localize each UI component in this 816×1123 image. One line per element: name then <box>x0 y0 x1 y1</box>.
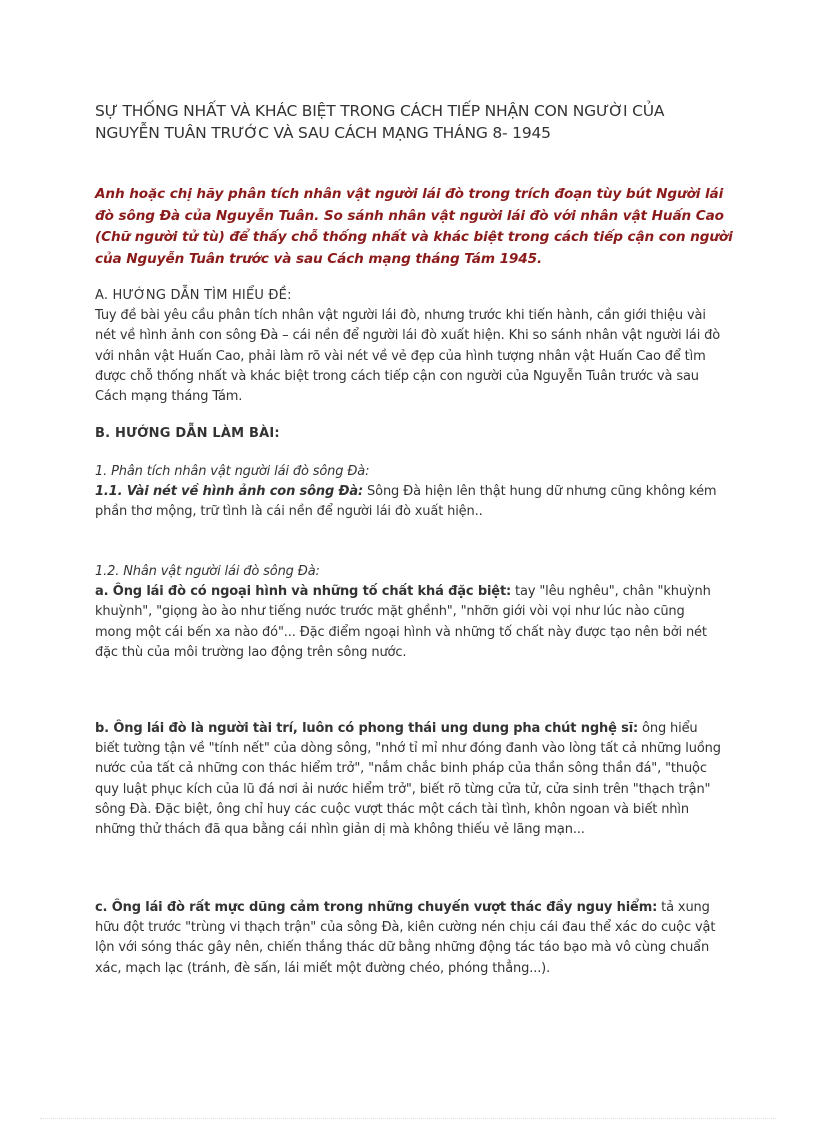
title-line-1: SỰ THỐNG NHẤT VÀ KHÁC BIỆT TRONG CÁCH TIẾP NHẬN CON NGƯỜI CỦA <box>95 102 665 120</box>
footer-divider <box>40 1118 776 1119</box>
point-c-body: tả xung hữu đột trước "trùng vi thạch trận" của sông Đà, kiên cường nén chịu cái đau thể xác do cuộc vật lộn với sóng thác gây nên, chiến thắng thác dữ bằng những động tác táo bạo mà vô cùng chuẩn xác, mạch lạc (tránh, đè sấn, lái miết một đường chéo, phóng thẳng...). <box>95 900 716 976</box>
title-line-2: NGUYỄN TUÂN TRƯỚC VÀ SAU CÁCH MẠNG THÁNG 8- 1945 <box>95 124 551 142</box>
point-b <box>95 719 725 840</box>
document-title <box>95 100 735 144</box>
subsection-1-2 <box>95 562 725 663</box>
essay-prompt: Anh hoặc chị hãy phân tích nhân vật người lái đò trong trích đoạn tùy bút Người lái đò sông Đà của Nguyễn Tuân. So sánh nhân vật người lái đò với nhân vật Huấn Cao (Chữ người tử tù) để thấy chỗ thống nhất và khác biệt trong cách tiếp cận con người của Nguyễn Tuân trước và sau Cách mạng tháng Tám 1945. <box>95 186 733 267</box>
point-a <box>95 582 725 663</box>
subsection-1-2-heading: 1.2. Nhân vật người lái đò sông Đà: <box>95 564 320 579</box>
part-1-heading: 1. Phân tích nhân vật người lái đò sông Đà: <box>95 464 370 479</box>
section-a-heading: A. HƯỚNG DẪN TÌM HIỂU ĐỀ: <box>95 288 292 303</box>
point-a-label: a. Ông lái đò có ngoại hình và những tố chất khá đặc biệt: <box>95 584 512 600</box>
point-b-body: ông hiểu biết tường tận về "tính nết" của dòng sông, "nhớ tỉ mỉ như đóng đanh vào lòng tất cả những luồng nước của tất cả những con thác hiểm trở", "nắm chắc binh pháp của thần sông thần đá", "thuộc quy luật phục kích của lũ đá nơi ải nước hiểm trở", biết rõ từng cửa tử, cửa sinh trên "thạch trận" sông Đà. Đặc biệt, ông chỉ huy các cuộc vượt thác một cách tài tình, khôn ngoan và biết nhìn những thử thách đã qua bằng cái nhìn giản dị mà không thiếu vẻ lãng mạn... <box>95 721 721 838</box>
subsection-1-1 <box>95 482 725 522</box>
point-c <box>95 898 725 979</box>
part-1 <box>95 462 725 523</box>
section-a-body: Tuy đề bài yêu cầu phân tích nhân vật người lái đò, nhưng trước khi tiến hành, cần giới thiệu vài nét về hình ảnh con sông Đà – cái nền để người lái đò xuất hiện. Khi so sánh nhân vật người lái đò với nhân vật Huấn Cao, phải làm rõ vài nét về vẻ đẹp của hình tượng nhân vật Huấn Cao để tìm được chỗ thống nhất và khác biệt trong cách tiếp cận con người của Nguyễn Tuân trước và sau Cách mạng tháng Tám. <box>95 308 721 405</box>
section-b-heading: B. HƯỚNG DẪN LÀM BÀI: <box>95 426 280 441</box>
point-a-body: tay "lêu nghêu", chân "khuỳnh khuỳnh", "giọng ào ào như tiếng nước trước mặt ghềnh", "nhỡn giới vòi vọi như lúc nào cũng mong một cái bến xa nào đó"... Đặc điểm ngoại hình và những tố chất này được tạo nên bởi nét đặc thù của môi trường lao động trên sông nước. <box>95 584 711 660</box>
section-b <box>95 424 725 444</box>
point-c-label: c. Ông lái đò rất mực dũng cảm trong những chuyến vượt thác đầy nguy hiểm: <box>95 900 658 915</box>
point-b-label: b. Ông lái đò là người tài trí, luôn có phong thái ung dung pha chút nghệ sĩ: <box>95 721 639 736</box>
subsection-1-1-label: 1.1. Vài nét về hình ảnh con sông Đà: <box>95 484 364 500</box>
section-a <box>95 286 725 407</box>
subsection-1-1-body: Sông Đà hiện lên thật hung dữ nhưng cũng không kém phần thơ mộng, trữ tình là cái nền để người lái đò xuất hiện.. <box>95 484 717 520</box>
